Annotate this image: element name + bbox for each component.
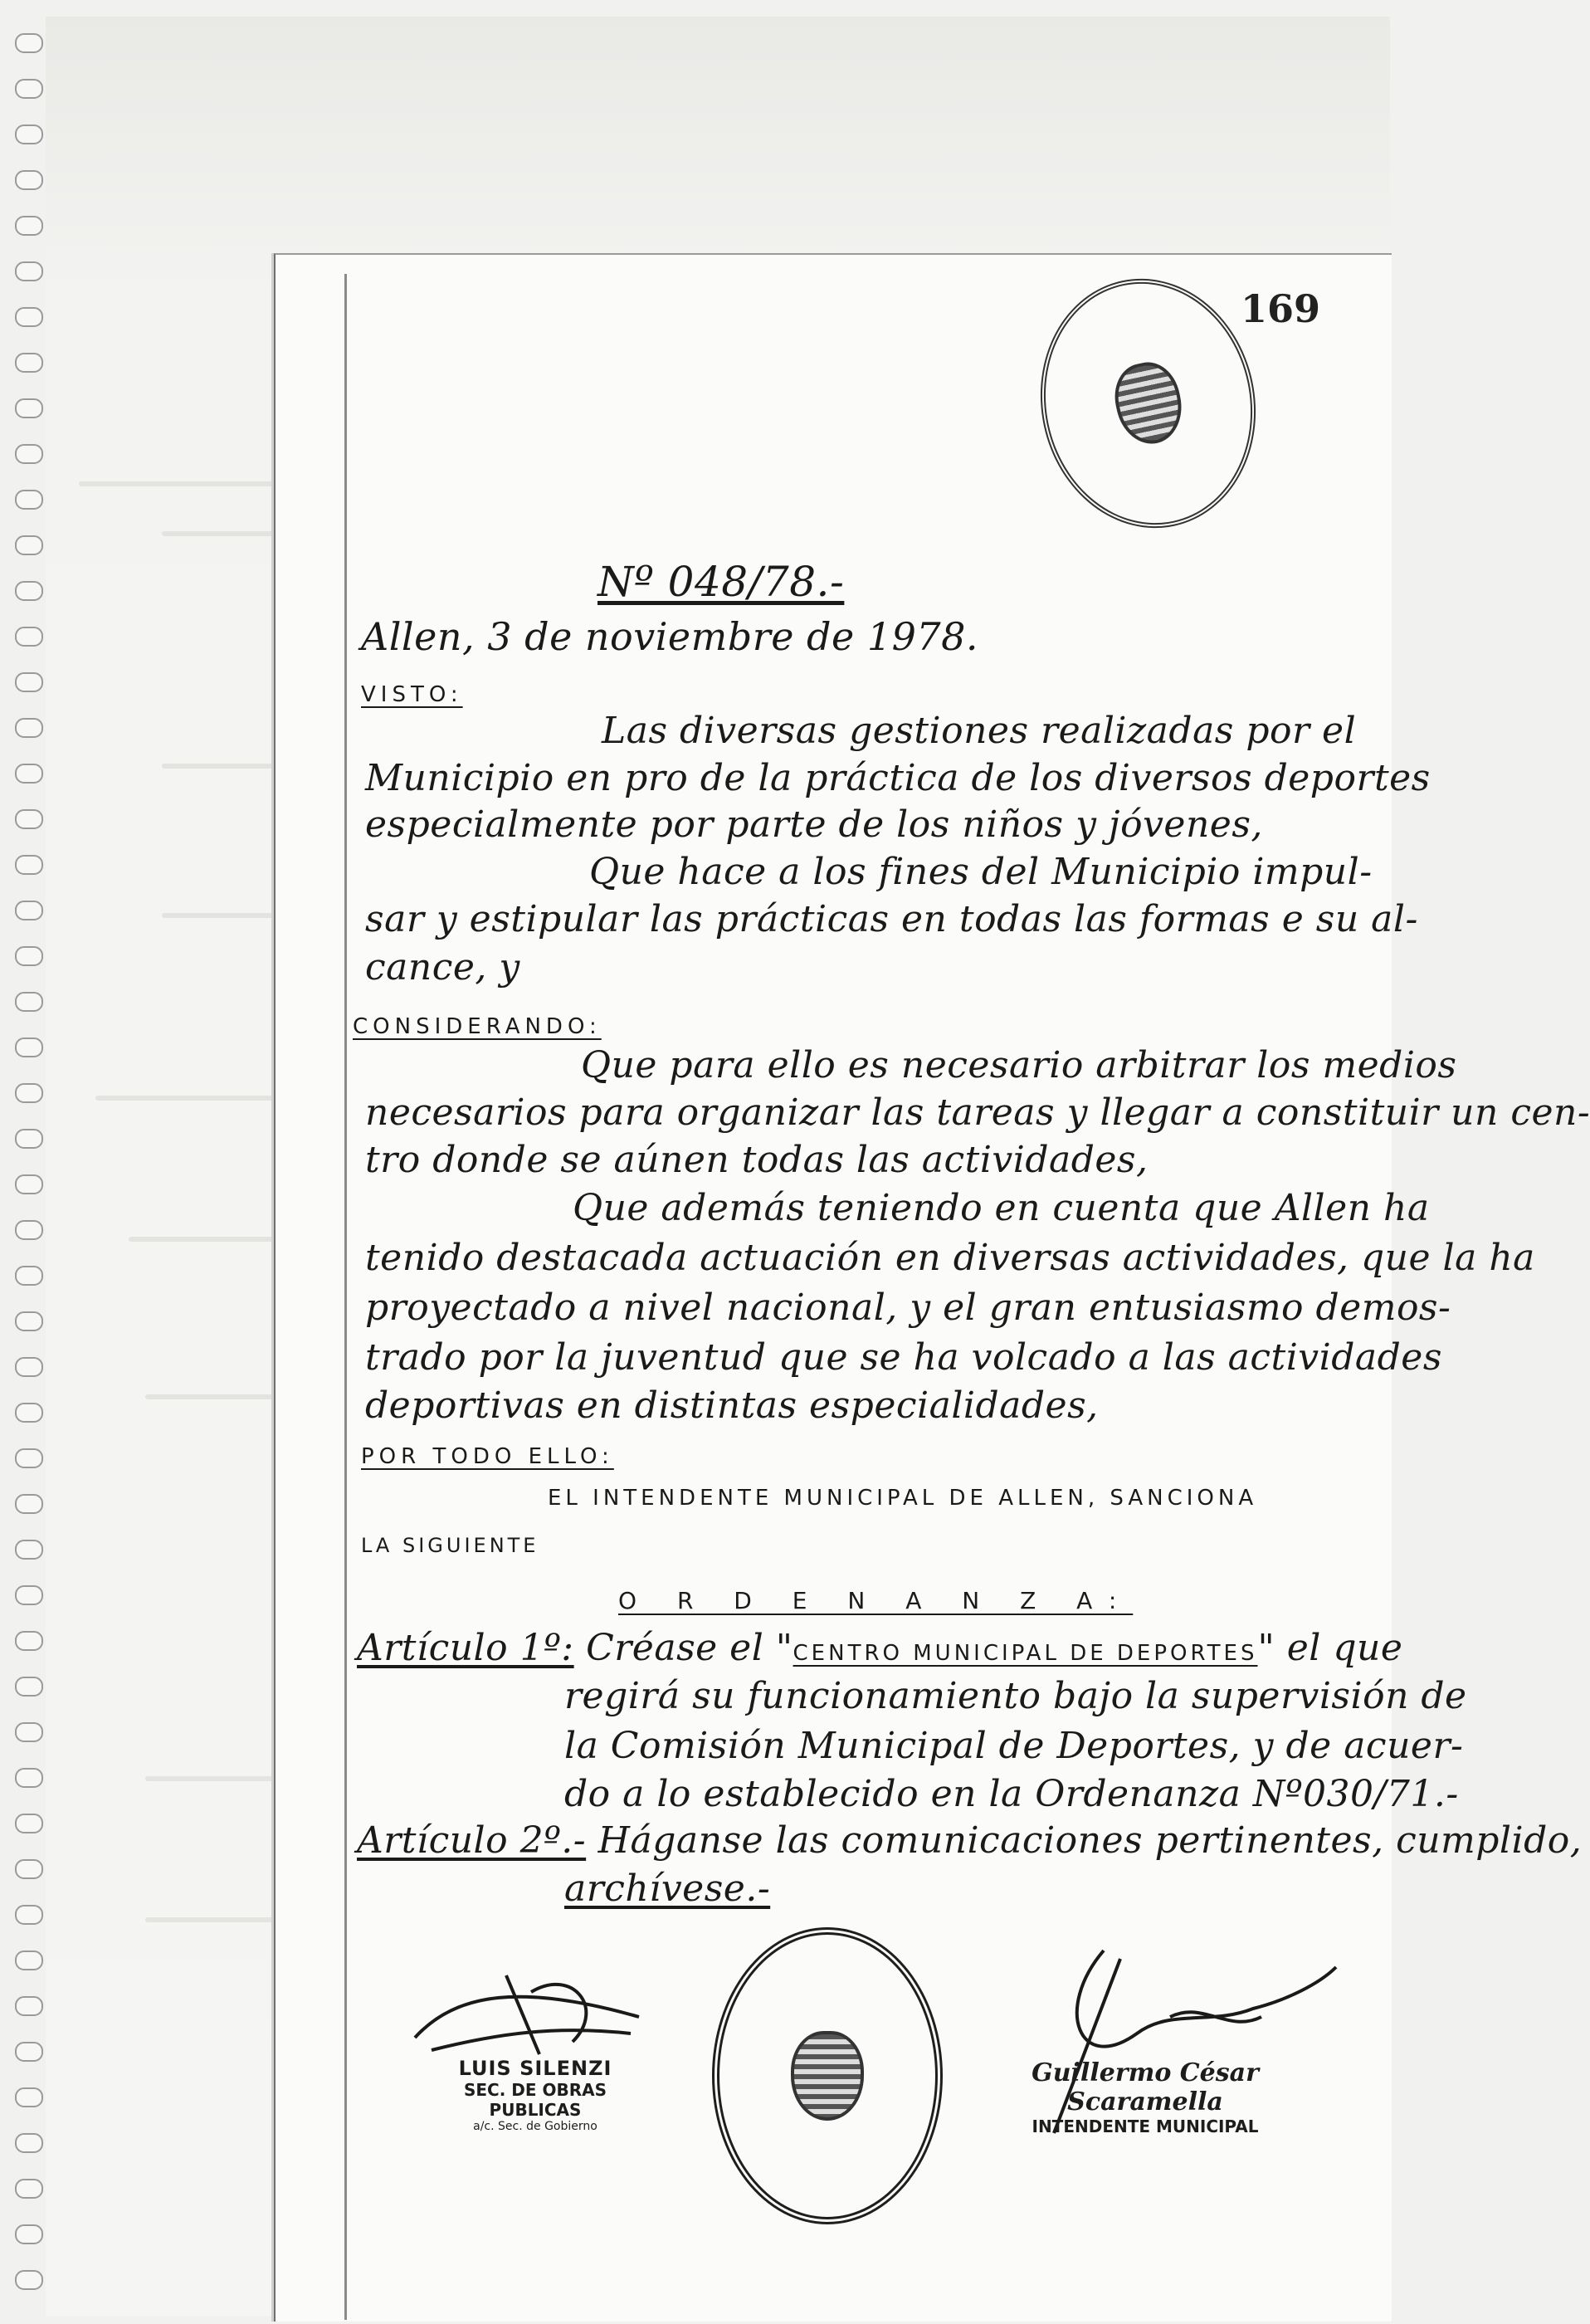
binder-hole: [15, 1403, 43, 1423]
binder-hole: [15, 2224, 43, 2244]
articulo-2: [357, 1819, 1582, 1862]
binder-hole: [15, 718, 43, 738]
articulo-1-post: " el que: [1257, 1627, 1403, 1669]
la-siguiente: LA SIGUIENTE: [361, 1534, 539, 1557]
binder-hole: [15, 170, 43, 190]
binder-hole: [15, 627, 43, 647]
articulo-1-line: la Comisión Municipal de Deportes, y de acuer-: [564, 1725, 1464, 1767]
binder-hole: [15, 124, 43, 144]
binder-hole: [15, 33, 43, 53]
visto-line: especialmente por parte de los niños y jóvenes,: [365, 803, 1263, 846]
considerando-line: trado por la juventud que se ha volcado a las actividades: [365, 1336, 1442, 1379]
articulo-1: [357, 1627, 1402, 1669]
binder-hole: [15, 490, 43, 510]
binder-hole: [15, 2270, 43, 2290]
binder-hole: [15, 1631, 43, 1651]
document-date: Allen, 3 de noviembre de 1978.: [361, 614, 979, 659]
margin-rule: [344, 274, 347, 2320]
municipalidad-stamp: [712, 1927, 943, 2224]
visto-line: Que hace a los fines del Municipio impul-: [589, 851, 1373, 893]
signature-right: [979, 2058, 1311, 2136]
binder-hole: [15, 764, 43, 784]
articulo-2-text: Háganse las comunicaciones pertinentes, cumplido,: [597, 1819, 1583, 1862]
binder-hole: [15, 672, 43, 692]
binder-hole: [15, 809, 43, 829]
binder-hole: [15, 946, 43, 966]
coat-of-arms-icon: [791, 2031, 864, 2121]
binder-hole: [15, 1494, 43, 1514]
considerando-line: Que además teniendo en cuenta que Allen ha: [573, 1187, 1430, 1229]
binder-hole: [15, 216, 43, 236]
considerando-line: Que para ello es necesario arbitrar los medios: [581, 1044, 1457, 1086]
signer-left-role: SEC. DE OBRAS PUBLICAS: [463, 2080, 607, 2120]
por-todo-label: POR TODO ELLO:: [361, 1444, 614, 1469]
binder-hole: [15, 2179, 43, 2199]
visto-line: cance, y: [365, 946, 520, 989]
binder-hole: [15, 1996, 43, 2016]
binder-hole: [15, 1266, 43, 1286]
coat-of-arms-icon: [1108, 357, 1188, 450]
considerando-line: deportivas en distintas especialidades,: [365, 1384, 1099, 1427]
binder-hole: [15, 2042, 43, 2062]
binder-hole: [15, 1768, 43, 1788]
considerando-line: proyectado a nivel nacional, y el gran entusiasmo demos-: [365, 1286, 1451, 1329]
binder-hole: [15, 1357, 43, 1377]
binder-hole: [15, 1950, 43, 1970]
considerando-line: tenido destacada actuación en diversas actividades, que la ha: [365, 1237, 1535, 1279]
binder-hole: [15, 535, 43, 555]
signer-right-role: INTENDENTE MUNICIPAL: [1032, 2116, 1259, 2136]
sanciona-line: EL INTENDENTE MUNICIPAL DE ALLEN, SANCIONA: [548, 1486, 1258, 1511]
considerando-line: necesarios para organizar las tareas y llegar a constituir un cen-: [365, 1091, 1590, 1134]
binder-hole: [15, 1540, 43, 1560]
considerando-line: tro donde se aúnen todas las actividades,: [365, 1139, 1149, 1181]
binder-hole: [15, 2133, 43, 2153]
binder-hole: [15, 261, 43, 281]
binder-hole: [15, 992, 43, 1012]
articulo-2-line: archívese.-: [564, 1868, 771, 1910]
spiral-binding: [15, 33, 48, 2307]
binder-hole: [15, 1814, 43, 1833]
articulo-1-line: regirá su funcionamiento bajo la supervisión de: [564, 1675, 1467, 1717]
articulo-2-label: Artículo 2º.-: [357, 1819, 587, 1862]
considerando-label: CONSIDERANDO:: [353, 1014, 602, 1039]
visto-line: Las diversas gestiones realizadas por el: [602, 710, 1357, 752]
binder-hole: [15, 1722, 43, 1742]
articulo-1-pre: Créase el ": [586, 1627, 793, 1669]
signer-left-name: LUIS SILENZI: [458, 2057, 612, 2080]
visto-line: Municipio en pro de la práctica de los diversos deportes: [365, 757, 1431, 799]
binder-hole: [15, 1677, 43, 1697]
binder-hole: [15, 1585, 43, 1605]
binder-hole: [15, 1083, 43, 1103]
signature-left: [432, 2057, 639, 2133]
binder-hole: [15, 1448, 43, 1468]
articulo-1-line: do a lo establecido en la Ordenanza Nº030/71.-: [564, 1773, 1459, 1815]
binder-hole: [15, 1174, 43, 1194]
page-number: 169: [1241, 286, 1321, 331]
binder-hole: [15, 79, 43, 99]
ordenanza-heading: O R D E N A N Z A:: [618, 1587, 1134, 1614]
binder-hole: [15, 307, 43, 327]
binder-hole: [15, 353, 43, 373]
binder-hole: [15, 1311, 43, 1331]
binder-hole: [15, 2087, 43, 2107]
articulo-1-label: Artículo 1º:: [357, 1627, 574, 1669]
signature-scrawl-left: [407, 1959, 656, 2067]
binder-hole: [15, 1129, 43, 1149]
binder-hole: [15, 1905, 43, 1925]
ordinance-number: Nº 048/78.-: [597, 558, 845, 606]
signer-right-name: Guillermo César Scaramella: [1032, 2058, 1259, 2116]
binder-hole: [15, 855, 43, 875]
centro-municipal-title: CENTRO MUNICIPAL DE DEPORTES: [793, 1641, 1258, 1666]
visto-label: VISTO:: [361, 682, 463, 707]
binder-hole: [15, 1220, 43, 1240]
binder-hole: [15, 1038, 43, 1057]
binder-hole: [15, 1859, 43, 1879]
visto-line: sar y estipular las prácticas en todas las formas e su al-: [365, 898, 1418, 940]
binder-hole: [15, 444, 43, 464]
signer-left-sub: a/c. Sec. de Gobierno: [473, 2120, 597, 2133]
binder-hole: [15, 901, 43, 920]
binder-hole: [15, 398, 43, 418]
binder-hole: [15, 581, 43, 601]
